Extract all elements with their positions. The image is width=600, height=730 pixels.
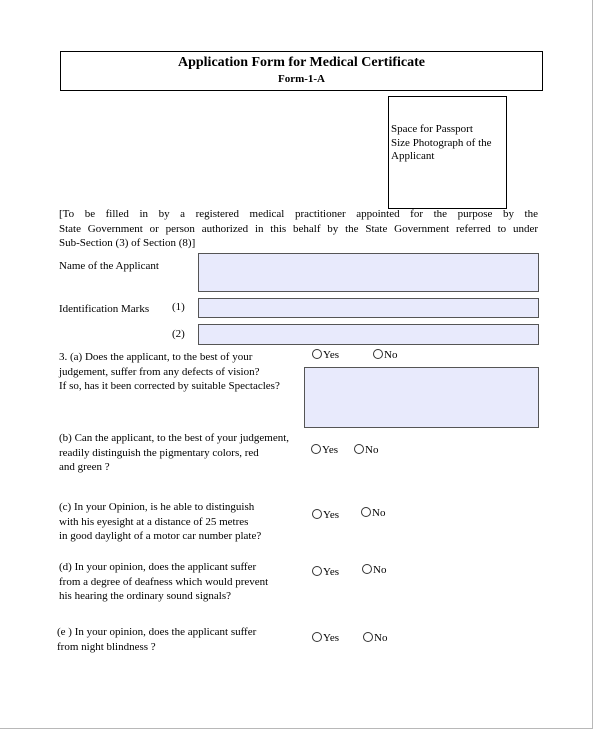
q3e-yes-label: Yes: [323, 632, 340, 644]
question-3b-line2: readily distinguish the pigmentary colors, red: [59, 446, 259, 459]
form-number: Form-1-A: [277, 73, 326, 85]
question-3a-line2: judgement, suffer from any defects of vision?: [59, 365, 260, 378]
photo-placeholder[interactable]: [388, 96, 507, 209]
question-3e-line2: from night blindness ?: [57, 640, 156, 653]
photo-label-line2: Size Photograph of the: [391, 137, 492, 149]
question-3c: [59, 500, 261, 544]
instructions-line3: Sub-Section (3) of Section (8)]: [59, 237, 196, 249]
question-3d-line1: (d) In your opinion, does the applicant suffer: [59, 561, 257, 573]
q3c-yes-radio[interactable]: [312, 509, 339, 521]
photo-label-line3: Applicant: [391, 150, 435, 162]
q3a-yes-radio[interactable]: [312, 349, 339, 361]
mark-1-label: (1): [172, 301, 185, 313]
q3d-yes-label: Yes: [323, 566, 340, 578]
q3d-no-label: No: [373, 564, 387, 576]
question-3c-line3: in good daylight of a motor car number plate?: [59, 530, 262, 542]
question-3b-line3: and green ?: [59, 461, 110, 473]
question-3d-line3: his hearing the ordinary sound signals?: [59, 590, 231, 602]
question-3c-line1: (c) In your Opinion, is he able to distinguish: [59, 501, 255, 513]
instructions: [59, 207, 538, 251]
applicant-name-label: Name of the Applicant: [59, 260, 159, 272]
q3a-yes-label: Yes: [323, 349, 340, 361]
identification-mark-2-field[interactable]: [198, 324, 539, 345]
radio-circle-icon: [311, 444, 321, 454]
question-3a-line3: If so, has it been corrected by suitable Spectacles?: [59, 380, 280, 392]
radio-circle-icon: [363, 632, 373, 642]
q3c-yes-label: Yes: [323, 509, 340, 521]
q3b-yes-label: Yes: [322, 444, 339, 456]
photo-label-line1: Space for Passport: [391, 123, 473, 135]
q3c-no-label: No: [372, 507, 386, 519]
radio-circle-icon: [354, 444, 364, 454]
question-3e-line1: (e ) In your opinion, does the applicant suffer: [57, 626, 257, 638]
radio-circle-icon: [361, 507, 371, 517]
q3a-no-label: No: [384, 349, 398, 361]
radio-circle-icon: [312, 632, 322, 642]
q3b-no-radio[interactable]: [354, 444, 378, 456]
identification-marks-label: Identification Marks: [59, 303, 150, 315]
q3e-no-label: No: [374, 632, 388, 644]
instructions-line1: [To be filled in by a registered medical practitioner appointed for the purpose by the: [59, 208, 538, 220]
q3a-no-radio[interactable]: [373, 349, 397, 361]
question-3b-line1: (b) Can the applicant, to the best of your judgement,: [59, 432, 290, 444]
q3c-no-radio[interactable]: [361, 507, 385, 519]
q3e-no-radio[interactable]: [363, 632, 387, 644]
q3d-yes-radio[interactable]: [312, 566, 339, 578]
question-3a-line1: 3. (a) Does the applicant, to the best of your: [59, 351, 253, 363]
radio-circle-icon: [312, 509, 322, 519]
radio-circle-icon: [312, 566, 322, 576]
radio-circle-icon: [362, 564, 372, 574]
question-3d: [59, 560, 268, 604]
instructions-line2: State Government or person authorized in this behalf by the State Government referred to under: [59, 222, 538, 235]
mark-2-label: (2): [172, 328, 185, 340]
question-3a: [59, 350, 280, 394]
q3a-details-field[interactable]: [304, 367, 539, 428]
form-title: Application Form for Medical Certificate: [177, 55, 425, 70]
question-3d-line2: from a degree of deafness which would prevent: [59, 575, 269, 588]
question-3e: [57, 625, 256, 654]
question-3c-line2: with his eyesight at a distance of 25 metres: [59, 515, 249, 528]
q3b-yes-radio[interactable]: [311, 444, 338, 456]
applicant-name-field[interactable]: [198, 253, 539, 292]
radio-circle-icon: [312, 349, 322, 359]
radio-circle-icon: [373, 349, 383, 359]
q3d-no-radio[interactable]: [362, 564, 386, 576]
question-3b: [59, 431, 289, 475]
identification-mark-1-field[interactable]: [198, 298, 539, 318]
title-box: [60, 51, 543, 91]
q3b-no-label: No: [365, 444, 379, 456]
q3e-yes-radio[interactable]: [312, 632, 339, 644]
